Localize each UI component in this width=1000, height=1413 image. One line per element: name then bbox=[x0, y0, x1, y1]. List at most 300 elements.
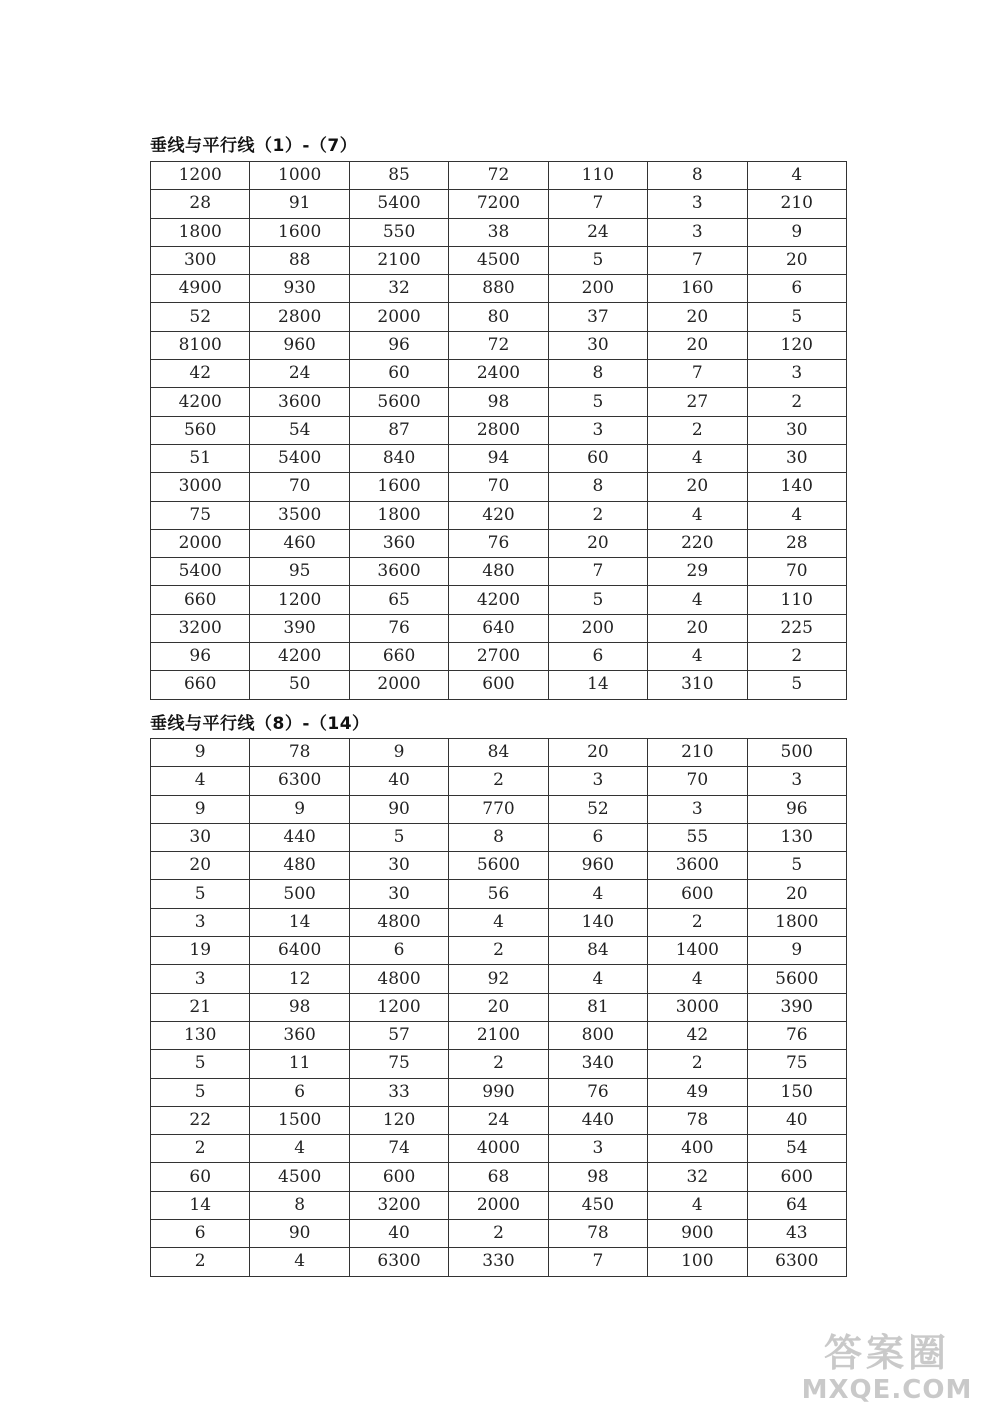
table-cell: 200 bbox=[548, 614, 647, 642]
table-cell: 5 bbox=[548, 388, 647, 416]
table-cell: 52 bbox=[548, 795, 647, 823]
table-cell: 20 bbox=[648, 303, 747, 331]
table-cell: 70 bbox=[250, 473, 349, 501]
table-cell: 2400 bbox=[449, 360, 548, 388]
table-cell: 76 bbox=[747, 1021, 846, 1049]
table-cell: 1200 bbox=[151, 162, 250, 190]
table-cell: 12 bbox=[250, 965, 349, 993]
table-cell: 7 bbox=[548, 558, 647, 586]
table-cell: 84 bbox=[548, 937, 647, 965]
table-cell: 14 bbox=[548, 671, 647, 699]
table-cell: 4 bbox=[449, 908, 548, 936]
table-cell: 2 bbox=[747, 643, 846, 671]
table-cell: 2000 bbox=[349, 671, 448, 699]
table-cell: 600 bbox=[349, 1163, 448, 1191]
table-cell: 160 bbox=[648, 275, 747, 303]
table-cell: 98 bbox=[250, 993, 349, 1021]
table-cell: 3600 bbox=[250, 388, 349, 416]
table-cell: 660 bbox=[151, 586, 250, 614]
table-row bbox=[151, 162, 847, 190]
table-cell: 7 bbox=[548, 190, 647, 218]
table-cell: 3500 bbox=[250, 501, 349, 529]
table-cell: 220 bbox=[648, 529, 747, 557]
table-cell: 4 bbox=[250, 1135, 349, 1163]
table-cell: 90 bbox=[250, 1220, 349, 1248]
table-cell: 76 bbox=[349, 614, 448, 642]
table-cell: 5400 bbox=[151, 558, 250, 586]
table-cell: 52 bbox=[151, 303, 250, 331]
table-row bbox=[151, 586, 847, 614]
table-cell: 30 bbox=[548, 331, 647, 359]
table-cell: 2700 bbox=[449, 643, 548, 671]
table-cell: 28 bbox=[747, 529, 846, 557]
table-cell: 4 bbox=[747, 162, 846, 190]
table-cell: 5 bbox=[548, 246, 647, 274]
table-cell: 78 bbox=[548, 1220, 647, 1248]
table-cell: 1200 bbox=[349, 993, 448, 1021]
table-cell: 5 bbox=[747, 303, 846, 331]
table-cell: 225 bbox=[747, 614, 846, 642]
table-cell: 4 bbox=[747, 501, 846, 529]
table-cell: 3000 bbox=[648, 993, 747, 1021]
table-cell: 30 bbox=[349, 880, 448, 908]
table-cell: 60 bbox=[151, 1163, 250, 1191]
table-cell: 5400 bbox=[349, 190, 448, 218]
table-cell: 96 bbox=[349, 331, 448, 359]
table-row bbox=[151, 473, 847, 501]
table-cell: 95 bbox=[250, 558, 349, 586]
table-row bbox=[151, 1135, 847, 1163]
table-cell: 5 bbox=[151, 1078, 250, 1106]
table-cell: 9 bbox=[151, 739, 250, 767]
table-cell: 5600 bbox=[449, 852, 548, 880]
table-cell: 8 bbox=[648, 162, 747, 190]
table-cell: 98 bbox=[449, 388, 548, 416]
table-cell: 2100 bbox=[349, 246, 448, 274]
table-row bbox=[151, 993, 847, 1021]
table-cell: 1400 bbox=[648, 937, 747, 965]
table-cell: 20 bbox=[648, 331, 747, 359]
table-cell: 50 bbox=[250, 671, 349, 699]
table-cell: 72 bbox=[449, 162, 548, 190]
table-cell: 88 bbox=[250, 246, 349, 274]
table-cell: 75 bbox=[747, 1050, 846, 1078]
table-cell: 5600 bbox=[349, 388, 448, 416]
table-cell: 5600 bbox=[747, 965, 846, 993]
table-cell: 42 bbox=[151, 360, 250, 388]
table-row bbox=[151, 1050, 847, 1078]
table-cell: 6300 bbox=[349, 1248, 448, 1276]
table-cell: 960 bbox=[548, 852, 647, 880]
table-cell: 8100 bbox=[151, 331, 250, 359]
table-cell: 2800 bbox=[250, 303, 349, 331]
table-cell: 65 bbox=[349, 586, 448, 614]
table-cell: 2 bbox=[449, 767, 548, 795]
table-cell: 40 bbox=[747, 1106, 846, 1134]
table-cell: 110 bbox=[548, 162, 647, 190]
table-cell: 6 bbox=[250, 1078, 349, 1106]
table-cell: 420 bbox=[449, 501, 548, 529]
table-cell: 2000 bbox=[151, 529, 250, 557]
table-cell: 29 bbox=[648, 558, 747, 586]
table-row bbox=[151, 823, 847, 851]
table-cell: 770 bbox=[449, 795, 548, 823]
table-cell: 11 bbox=[250, 1050, 349, 1078]
table-cell: 24 bbox=[548, 218, 647, 246]
table-cell: 5 bbox=[747, 852, 846, 880]
table-cell: 51 bbox=[151, 444, 250, 472]
table-cell: 6 bbox=[548, 823, 647, 851]
table-cell: 6300 bbox=[747, 1248, 846, 1276]
table-cell: 4 bbox=[648, 501, 747, 529]
table-cell: 76 bbox=[548, 1078, 647, 1106]
table-cell: 32 bbox=[349, 275, 448, 303]
table-cell: 4500 bbox=[449, 246, 548, 274]
table-cell: 1800 bbox=[747, 908, 846, 936]
table-cell: 6300 bbox=[250, 767, 349, 795]
table-cell: 210 bbox=[648, 739, 747, 767]
table-cell: 9 bbox=[151, 795, 250, 823]
table-cell: 4200 bbox=[151, 388, 250, 416]
table-cell: 1200 bbox=[250, 586, 349, 614]
table-cell: 20 bbox=[548, 739, 647, 767]
table-cell: 5 bbox=[151, 1050, 250, 1078]
table-cell: 72 bbox=[449, 331, 548, 359]
table-cell: 37 bbox=[548, 303, 647, 331]
table-cell: 480 bbox=[449, 558, 548, 586]
table-cell: 84 bbox=[449, 739, 548, 767]
table-cell: 78 bbox=[648, 1106, 747, 1134]
table-cell: 90 bbox=[349, 795, 448, 823]
table-cell: 390 bbox=[747, 993, 846, 1021]
table-row bbox=[151, 852, 847, 880]
table-cell: 81 bbox=[548, 993, 647, 1021]
table-cell: 3200 bbox=[349, 1191, 448, 1219]
table-cell: 8 bbox=[250, 1191, 349, 1219]
table-cell: 24 bbox=[449, 1106, 548, 1134]
table-cell: 24 bbox=[250, 360, 349, 388]
table-cell: 1600 bbox=[250, 218, 349, 246]
table-cell: 3 bbox=[747, 360, 846, 388]
table-cell: 8 bbox=[548, 360, 647, 388]
table-cell: 32 bbox=[648, 1163, 747, 1191]
table-cell: 38 bbox=[449, 218, 548, 246]
table-cell: 49 bbox=[648, 1078, 747, 1106]
table-cell: 480 bbox=[250, 852, 349, 880]
table-cell: 54 bbox=[747, 1135, 846, 1163]
table-row bbox=[151, 246, 847, 274]
table-row bbox=[151, 1191, 847, 1219]
table-cell: 4 bbox=[648, 643, 747, 671]
table-row bbox=[151, 190, 847, 218]
table-cell: 4 bbox=[648, 444, 747, 472]
table-cell: 6 bbox=[151, 1220, 250, 1248]
table-cell: 3200 bbox=[151, 614, 250, 642]
table-row bbox=[151, 1163, 847, 1191]
table-cell: 27 bbox=[648, 388, 747, 416]
table-cell: 43 bbox=[747, 1220, 846, 1248]
table-cell: 200 bbox=[548, 275, 647, 303]
table-cell: 30 bbox=[151, 823, 250, 851]
table-cell: 2100 bbox=[449, 1021, 548, 1049]
table-cell: 100 bbox=[648, 1248, 747, 1276]
table-row bbox=[151, 908, 847, 936]
table-cell: 2 bbox=[151, 1135, 250, 1163]
table-cell: 4000 bbox=[449, 1135, 548, 1163]
table-cell: 360 bbox=[349, 529, 448, 557]
table-cell: 4500 bbox=[250, 1163, 349, 1191]
table-cell: 900 bbox=[648, 1220, 747, 1248]
table-cell: 54 bbox=[250, 416, 349, 444]
table-cell: 550 bbox=[349, 218, 448, 246]
table-cell: 9 bbox=[250, 795, 349, 823]
table-cell: 660 bbox=[349, 643, 448, 671]
table-row bbox=[151, 767, 847, 795]
table-cell: 96 bbox=[747, 795, 846, 823]
table-row bbox=[151, 501, 847, 529]
table-cell: 3 bbox=[648, 190, 747, 218]
section-1-title: 垂线与平行线（1）-（7） bbox=[150, 136, 358, 156]
table-cell: 5 bbox=[151, 880, 250, 908]
table-cell: 2000 bbox=[349, 303, 448, 331]
table-cell: 5 bbox=[548, 586, 647, 614]
table-cell: 840 bbox=[349, 444, 448, 472]
table-cell: 3 bbox=[747, 767, 846, 795]
table-cell: 2 bbox=[548, 501, 647, 529]
table-cell: 40 bbox=[349, 1220, 448, 1248]
table-cell: 4200 bbox=[449, 586, 548, 614]
table-cell: 3 bbox=[548, 416, 647, 444]
table-cell: 960 bbox=[250, 331, 349, 359]
table-cell: 120 bbox=[747, 331, 846, 359]
table-cell: 930 bbox=[250, 275, 349, 303]
table-cell: 340 bbox=[548, 1050, 647, 1078]
table-cell: 4 bbox=[151, 767, 250, 795]
answer-table-2 bbox=[150, 738, 847, 1277]
table-cell: 6400 bbox=[250, 937, 349, 965]
table-cell: 42 bbox=[648, 1021, 747, 1049]
table-cell: 5 bbox=[349, 823, 448, 851]
table-cell: 3600 bbox=[349, 558, 448, 586]
table-cell: 70 bbox=[449, 473, 548, 501]
table-row bbox=[151, 1220, 847, 1248]
table-cell: 130 bbox=[747, 823, 846, 851]
watermark-url: MXQE.COM bbox=[801, 1375, 973, 1405]
table-cell: 94 bbox=[449, 444, 548, 472]
table-row bbox=[151, 275, 847, 303]
table-cell: 20 bbox=[747, 246, 846, 274]
table-cell: 300 bbox=[151, 246, 250, 274]
table-cell: 98 bbox=[548, 1163, 647, 1191]
table-cell: 1500 bbox=[250, 1106, 349, 1134]
table-cell: 130 bbox=[151, 1021, 250, 1049]
table-cell: 64 bbox=[747, 1191, 846, 1219]
table-cell: 140 bbox=[548, 908, 647, 936]
table-cell: 460 bbox=[250, 529, 349, 557]
table-row bbox=[151, 795, 847, 823]
table-cell: 9 bbox=[349, 739, 448, 767]
table-cell: 4 bbox=[648, 586, 747, 614]
table-row bbox=[151, 643, 847, 671]
table-cell: 2000 bbox=[449, 1191, 548, 1219]
table-cell: 8 bbox=[548, 473, 647, 501]
table-cell: 1000 bbox=[250, 162, 349, 190]
table-cell: 78 bbox=[250, 739, 349, 767]
table-cell: 4 bbox=[250, 1248, 349, 1276]
watermark-logo: 答案圈 bbox=[823, 1331, 950, 1376]
table-cell: 96 bbox=[151, 643, 250, 671]
table-cell: 150 bbox=[747, 1078, 846, 1106]
table-cell: 20 bbox=[747, 880, 846, 908]
table-cell: 1600 bbox=[349, 473, 448, 501]
table-cell: 4 bbox=[548, 965, 647, 993]
table-cell: 600 bbox=[449, 671, 548, 699]
table-cell: 20 bbox=[648, 473, 747, 501]
answer-table-1 bbox=[150, 161, 847, 700]
table-cell: 560 bbox=[151, 416, 250, 444]
table-cell: 14 bbox=[151, 1191, 250, 1219]
table-cell: 30 bbox=[747, 416, 846, 444]
table-cell: 2 bbox=[648, 416, 747, 444]
table-row bbox=[151, 360, 847, 388]
table-cell: 4 bbox=[648, 1191, 747, 1219]
table-cell: 22 bbox=[151, 1106, 250, 1134]
table-cell: 110 bbox=[747, 586, 846, 614]
table-cell: 450 bbox=[548, 1191, 647, 1219]
table-row bbox=[151, 1078, 847, 1106]
table-row bbox=[151, 937, 847, 965]
table-cell: 3 bbox=[548, 1135, 647, 1163]
table-cell: 6 bbox=[349, 937, 448, 965]
table-row bbox=[151, 671, 847, 699]
table-cell: 600 bbox=[648, 880, 747, 908]
table-cell: 19 bbox=[151, 937, 250, 965]
table-cell: 9 bbox=[747, 937, 846, 965]
table-cell: 1800 bbox=[151, 218, 250, 246]
table-cell: 20 bbox=[151, 852, 250, 880]
table-cell: 2 bbox=[648, 1050, 747, 1078]
table-cell: 4800 bbox=[349, 965, 448, 993]
table-cell: 3 bbox=[151, 908, 250, 936]
table-cell: 600 bbox=[747, 1163, 846, 1191]
table-cell: 500 bbox=[747, 739, 846, 767]
table-cell: 40 bbox=[349, 767, 448, 795]
table-cell: 91 bbox=[250, 190, 349, 218]
table-cell: 33 bbox=[349, 1078, 448, 1106]
table-cell: 30 bbox=[747, 444, 846, 472]
table-cell: 70 bbox=[747, 558, 846, 586]
table-cell: 800 bbox=[548, 1021, 647, 1049]
table-row bbox=[151, 1106, 847, 1134]
table-row bbox=[151, 388, 847, 416]
table-cell: 2 bbox=[747, 388, 846, 416]
table-cell: 4200 bbox=[250, 643, 349, 671]
table-cell: 880 bbox=[449, 275, 548, 303]
table-cell: 990 bbox=[449, 1078, 548, 1106]
table-cell: 310 bbox=[648, 671, 747, 699]
table-cell: 2 bbox=[648, 908, 747, 936]
table-cell: 6 bbox=[548, 643, 647, 671]
table-cell: 4 bbox=[648, 965, 747, 993]
table-cell: 120 bbox=[349, 1106, 448, 1134]
table-cell: 7 bbox=[548, 1248, 647, 1276]
table-row bbox=[151, 303, 847, 331]
table-cell: 87 bbox=[349, 416, 448, 444]
table-cell: 4 bbox=[548, 880, 647, 908]
table-cell: 1800 bbox=[349, 501, 448, 529]
table-cell: 4800 bbox=[349, 908, 448, 936]
table-cell: 5400 bbox=[250, 444, 349, 472]
table-cell: 640 bbox=[449, 614, 548, 642]
table-cell: 80 bbox=[449, 303, 548, 331]
table-cell: 3 bbox=[548, 767, 647, 795]
table-cell: 3 bbox=[151, 965, 250, 993]
table-cell: 9 bbox=[747, 218, 846, 246]
table-row bbox=[151, 880, 847, 908]
table-cell: 7 bbox=[648, 360, 747, 388]
table-cell: 74 bbox=[349, 1135, 448, 1163]
table-cell: 60 bbox=[548, 444, 647, 472]
table-cell: 2800 bbox=[449, 416, 548, 444]
table-cell: 660 bbox=[151, 671, 250, 699]
table-row bbox=[151, 331, 847, 359]
table-cell: 70 bbox=[648, 767, 747, 795]
table-cell: 7 bbox=[648, 246, 747, 274]
table-cell: 75 bbox=[151, 501, 250, 529]
table-row bbox=[151, 1021, 847, 1049]
table-cell: 3 bbox=[648, 795, 747, 823]
section-2-title: 垂线与平行线（8）-（14） bbox=[150, 714, 370, 734]
table-row bbox=[151, 965, 847, 993]
table-cell: 5 bbox=[747, 671, 846, 699]
table-cell: 330 bbox=[449, 1248, 548, 1276]
table-cell: 440 bbox=[250, 823, 349, 851]
table-cell: 60 bbox=[349, 360, 448, 388]
table-cell: 21 bbox=[151, 993, 250, 1021]
table-cell: 400 bbox=[648, 1135, 747, 1163]
table-cell: 360 bbox=[250, 1021, 349, 1049]
table-cell: 57 bbox=[349, 1021, 448, 1049]
table-row bbox=[151, 614, 847, 642]
table-cell: 85 bbox=[349, 162, 448, 190]
table-cell: 3600 bbox=[648, 852, 747, 880]
table-row bbox=[151, 1248, 847, 1276]
watermark bbox=[792, 1333, 982, 1405]
table-row bbox=[151, 416, 847, 444]
table-cell: 4900 bbox=[151, 275, 250, 303]
table-cell: 2 bbox=[151, 1248, 250, 1276]
table-cell: 2 bbox=[449, 937, 548, 965]
table-cell: 76 bbox=[449, 529, 548, 557]
table-cell: 440 bbox=[548, 1106, 647, 1134]
table-cell: 7200 bbox=[449, 190, 548, 218]
table-cell: 56 bbox=[449, 880, 548, 908]
table-row bbox=[151, 444, 847, 472]
table-cell: 3000 bbox=[151, 473, 250, 501]
table-cell: 390 bbox=[250, 614, 349, 642]
table-cell: 75 bbox=[349, 1050, 448, 1078]
table-cell: 55 bbox=[648, 823, 747, 851]
table-cell: 14 bbox=[250, 908, 349, 936]
table-row bbox=[151, 739, 847, 767]
table-cell: 92 bbox=[449, 965, 548, 993]
table-cell: 2 bbox=[449, 1050, 548, 1078]
table-cell: 500 bbox=[250, 880, 349, 908]
table-cell: 2 bbox=[449, 1220, 548, 1248]
table-cell: 30 bbox=[349, 852, 448, 880]
table-cell: 20 bbox=[449, 993, 548, 1021]
table-row bbox=[151, 529, 847, 557]
